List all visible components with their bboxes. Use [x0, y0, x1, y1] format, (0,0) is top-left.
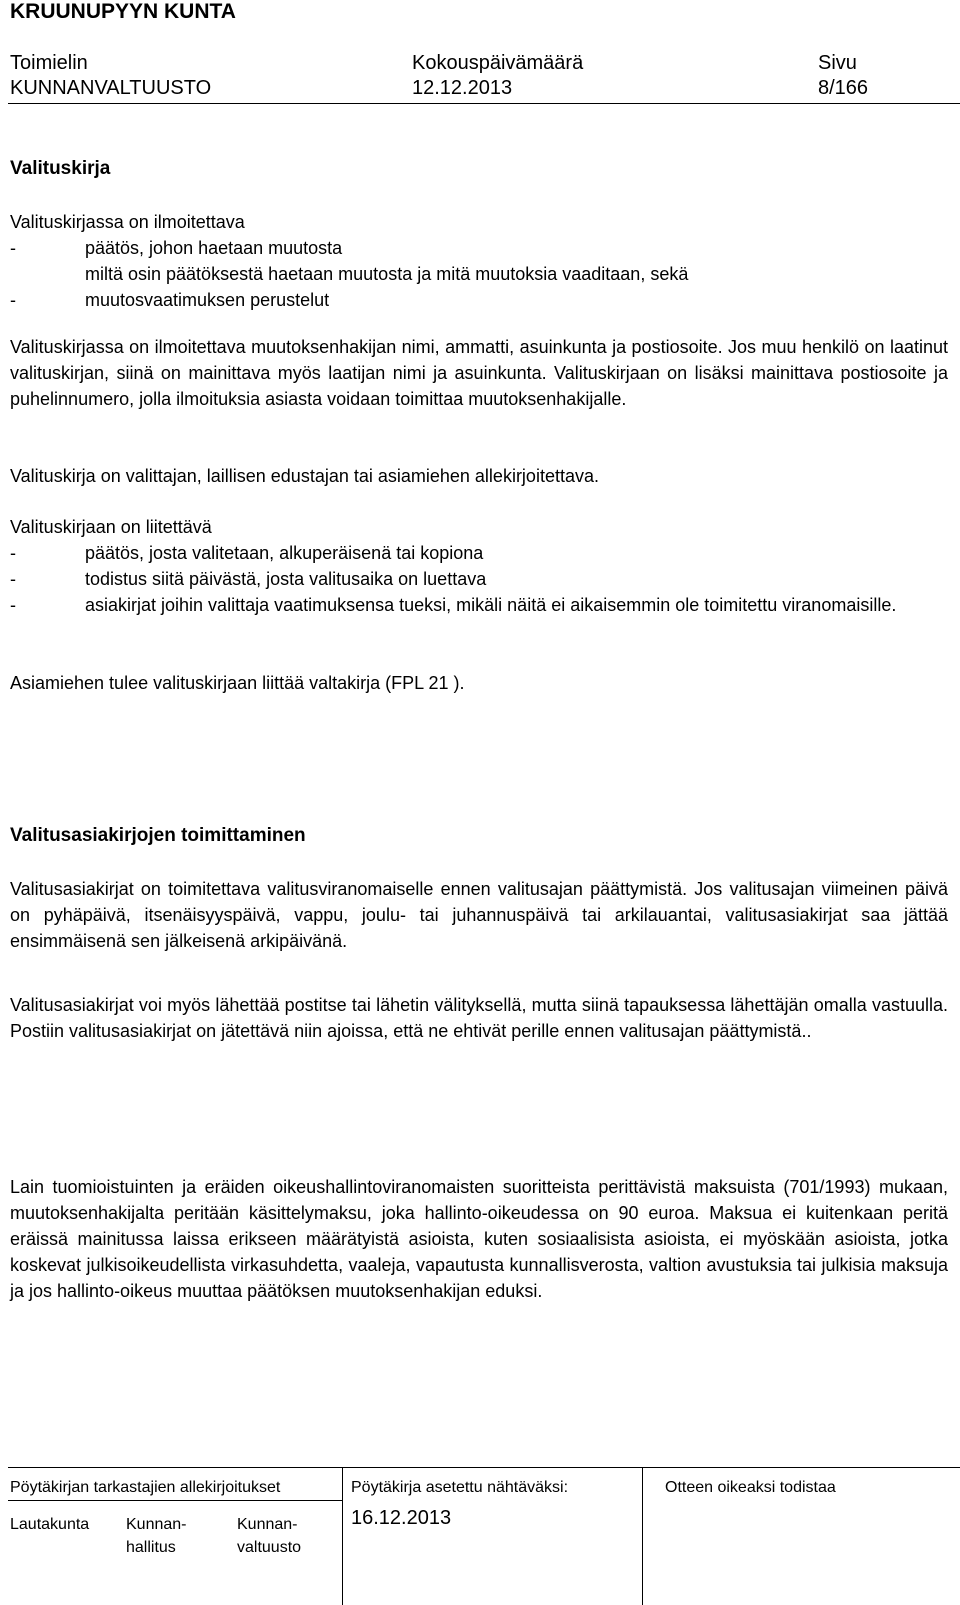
footer-column-divider [642, 1467, 643, 1605]
list-dash: - [10, 238, 16, 258]
footer-kunnanhallitus-l2: hallitus [126, 1539, 176, 1556]
list-dash: - [10, 569, 16, 589]
section2-paragraph-1: Valitusasiakirjat on toimitettava valitusviranomaiselle ennen valitusajan päättymistä. Jos valitusajan viimeinen päivä on pyhäpäivä, itsenäisyyspäivä, vappu, joulu- tai juhannuspäivä tai arkilauantai, valitusasiakirjat saa jättää ensimmäisenä sen jälkeisenä arkipäivänä. [10, 879, 948, 951]
section2-paragraph-3: Lain tuomioistuinten ja eräiden oikeushallintoviranomaisten suoritteista perittävistä maksuista (701/1993) mukaan, muutoksenhakijalta peritään käsittelymaksu, joka hallinto-oikeudessa on 90 euroa. Maksua ei kuitenkaan peritä eräissä mainitussa laissa erikseen määrätyistä asioista, kuten sosiaalisista asioista, ei myöskään asioista, jotka koskevat julkisoikeudellista virkasuhdetta, vaaleja, vapautusta kunnallisverosta, valtion avustuksia tai julkisia maksuja ja jos hallinto-oikeus muuttaa päätöksen muutoksenhakijan eduksi. [10, 1177, 948, 1301]
list-item: todistus siitä päivästä, josta valitusaika on luettava [85, 569, 487, 589]
organization-name: KRUUNUPYYN KUNTA [10, 0, 236, 23]
section1-paragraph-3: Asiamiehen tulee valituskirjaan liittää valtakirja (FPL 21 ). [10, 673, 465, 693]
footer-subdivider [8, 1500, 342, 1501]
list-item: päätös, johon haetaan muutosta [85, 238, 343, 258]
header-divider [8, 103, 960, 104]
footer-posted-date: 16.12.2013 [351, 1507, 452, 1529]
header-page-label: Sivu [818, 52, 857, 74]
section1-intro: Valituskirjassa on ilmoitettava [10, 212, 245, 232]
header-body-value: KUNNANVALTUUSTO [10, 77, 212, 99]
footer-column-divider [342, 1467, 343, 1605]
footer-posted-title: Pöytäkirja asetettu nähtäväksi: [351, 1479, 569, 1496]
list-item: muutosvaatimuksen perustelut [85, 290, 330, 310]
header-page-value: 8/166 [818, 77, 869, 99]
footer-kunnanvaltuusto-l2: valtuusto [237, 1539, 302, 1556]
list-dash: - [10, 595, 16, 615]
list-dash: - [10, 543, 16, 563]
header-body-label: Toimielin [10, 52, 88, 74]
list-item: päätös, josta valitetaan, alkuperäisenä tai kopiona [85, 543, 484, 563]
list-item: miltä osin päätöksestä haetaan muutosta ja mitä muutoksia vaaditaan, sekä [85, 264, 689, 284]
section1-paragraph-1: Valituskirjassa on ilmoitettava muutoksenhakijan nimi, ammatti, asuinkunta ja postiosoite. Jos muu henkilö on laatinut valituskirjan, siinä on mainittava myös laatijan nimi ja asuinkunta. Valituskirjaan on lisäksi mainittava postiosoite ja puhelinnumero, jolla ilmoituksia asiasta voidaan toimittaa muutoksenhakijalle. [10, 337, 948, 409]
header-date-label: Kokouspäivämäärä [412, 52, 584, 74]
footer-kunnanvaltuusto-l1: Kunnan- [237, 1516, 298, 1533]
section2-paragraph-2: Valitusasiakirjat voi myös lähettää postitse tai lähetin välityksellä, mutta siinä tapauksessa lähettäjän omalla vastuulla. Postiin valitusasiakirjat on jätettävä niin ajoissa, että ne ehtivät perille ennen valitusajan päättymistä.. [10, 995, 948, 1041]
section1-paragraph-2: Valituskirja on valittajan, laillisen edustajan tai asiamiehen allekirjoitettava. [10, 466, 599, 486]
footer-certified-title: Otteen oikeaksi todistaa [665, 1479, 836, 1496]
section-title-valituskirja: Valituskirja [10, 158, 111, 179]
section-title-toimittaminen: Valitusasiakirjojen toimittaminen [10, 825, 306, 846]
footer-kunnanhallitus-l1: Kunnan- [126, 1516, 187, 1533]
footer-divider [8, 1467, 960, 1468]
list-dash: - [10, 290, 16, 310]
section1-attach-intro: Valituskirjaan on liitettävä [10, 517, 212, 537]
footer-lautakunta: Lautakunta [10, 1516, 90, 1533]
header-date-value: 12.12.2013 [412, 77, 513, 99]
footer-signatures-title: Pöytäkirjan tarkastajien allekirjoitukset [10, 1479, 281, 1496]
list-item: asiakirjat joihin valittaja vaatimuksensa tueksi, mikäli näitä ei aikaisemmin ole toimitettu viranomaisille. [85, 595, 897, 615]
